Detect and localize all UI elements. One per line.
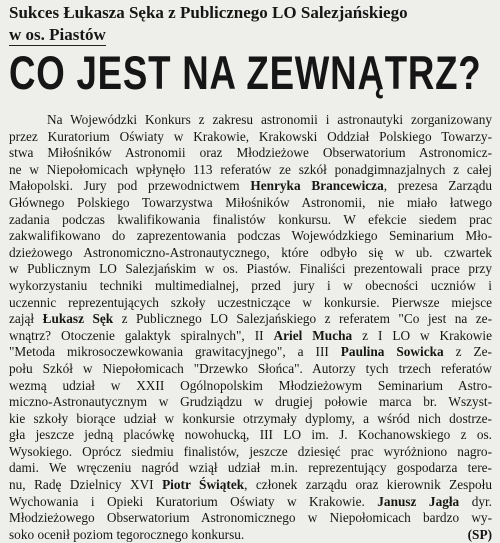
body-line: Młodzieżowego Obserwatorium Astronomicznego w Niepołomicach bardzo wy- (9, 510, 492, 526)
article-headline: CO JEST NA ZEWNĄTRZ? (9, 46, 482, 99)
body-line: wezmą udział w XXII Ogólnopolskim Młodzieżowym Seminarium Astro- (9, 377, 492, 393)
person-name: Henryka Brancewicza (250, 178, 384, 194)
kicker-line-2: w os. Piastów (9, 25, 106, 44)
article-kicker (9, 0, 492, 46)
body-line (9, 477, 492, 494)
body-line: Na Wojewódzki Konkurs z zakresu astronomii i astronautyki zorganizowany (47, 112, 492, 127)
body-line: uczennic reprezentujących szkoły uczestniczące w konkursie. Pierwsze miejsce (9, 294, 492, 310)
person-name: Ariel Mucha (273, 327, 353, 343)
body-line-text: nu, Radę Dzielnicy XVI (9, 477, 154, 493)
body-line (9, 494, 492, 511)
body-line: gła jeszcze jedną placówkę nowohucką, III LO im. J. Kochanowskiego z os. (9, 427, 492, 443)
body-line-text: z Publicznego LO Salezjańskiego z referatem "Co jest na ze- (113, 311, 492, 327)
body-line: dzieżowego Astronomiczno-Astronautycznego, które odbyło się w ub. czwartek (9, 244, 492, 260)
body-line-text: z I LO w Krakowie (352, 327, 492, 343)
body-line (9, 178, 492, 195)
body-line: połu Szkół w Niepołomicach "Drzewko Słońca". Autorzy tych trzech referatów (9, 360, 492, 376)
kicker-line-1: Sukces Łukasza Sęka z Publicznego LO Salezjańskiego (9, 3, 408, 22)
body-line: wykorzystaniu techniki multimedialnej, przed jury i w obecności uczniów i (9, 277, 492, 293)
body-line-text: soko ocenił poziom tegorocznego konkursu. (9, 526, 245, 542)
body-line: zakwalifikowano do zaprezentowania podczas Wojewódzkiego Seminarium Mło- (9, 228, 492, 244)
body-line-text: z Ze- (443, 344, 492, 360)
body-line: zadania podczas kwalifikowania finalistów konkursu. W efekcie siedem prac (9, 211, 492, 227)
body-line: Głównego Polskiego Towarzystwa Miłośników Astronomii, nie miało łatwego (9, 194, 492, 210)
body-line-text: "Metoda mikrosoczewkowania grawitacyjnego", a III (9, 344, 329, 360)
person-name: Janusz Jagła (377, 493, 460, 509)
body-line (9, 344, 492, 361)
body-line-text: Wychowania i Opieki Kuratorium Oświaty w Krakowie. (9, 493, 365, 509)
body-line-text: , członek zarządu oraz kierownik Zespołu (244, 477, 492, 493)
person-name: Łukasz Sęk (42, 311, 114, 327)
body-line: ne w Niepołomicach wpłynęło 113 referatów ze szkół ponadgimnazjalnych z całej (9, 161, 492, 177)
article-body (9, 112, 492, 543)
body-line-text: , prezesa Zarządu (383, 178, 492, 194)
person-name: Paulina Sowicka (340, 344, 444, 360)
body-line: przez Kuratorium Oświaty w Krakowie, Krakowski Oddział Polskiego Towarzy- (9, 128, 492, 144)
body-line: kie szkoły biorące udział w konkursie otrzymały dyplomy, a wśród nich dostrze- (9, 410, 492, 426)
person-name: Piotr Świątek (162, 477, 245, 493)
body-line: dami. We wręczeniu nagród wziął udział m.in. reprezentujący gospodarza tere- (9, 460, 492, 476)
author-credit: (SP) (467, 526, 492, 542)
body-line (9, 527, 492, 543)
body-line (9, 311, 492, 328)
body-line-text: Małopolski. Jury pod przewodnictwem (9, 178, 240, 194)
body-line: Wysokiego. Oprócz siedmiu finalistów, jeszcze dziesięć prac wyróżniono nagro- (9, 443, 492, 459)
body-line (9, 328, 492, 345)
body-line: w Publicznym LO Salezjańskim w os. Piastów. Finaliści prezentowali prace przy (9, 261, 492, 277)
body-line-text: wnątrz? Otoczenie galaktyk spiralnych", II (9, 327, 264, 343)
body-line-text: dyr. (459, 493, 492, 509)
body-line: miczno-Astronautycznym w Grudziądzu w drugiej połowie marca br. Wszyst- (9, 394, 492, 410)
body-line-text: zajął (9, 311, 35, 327)
body-line: stwa Miłośników Astronomii oraz Młodzieżowe Obserwatorium Astronomicz- (9, 145, 492, 161)
